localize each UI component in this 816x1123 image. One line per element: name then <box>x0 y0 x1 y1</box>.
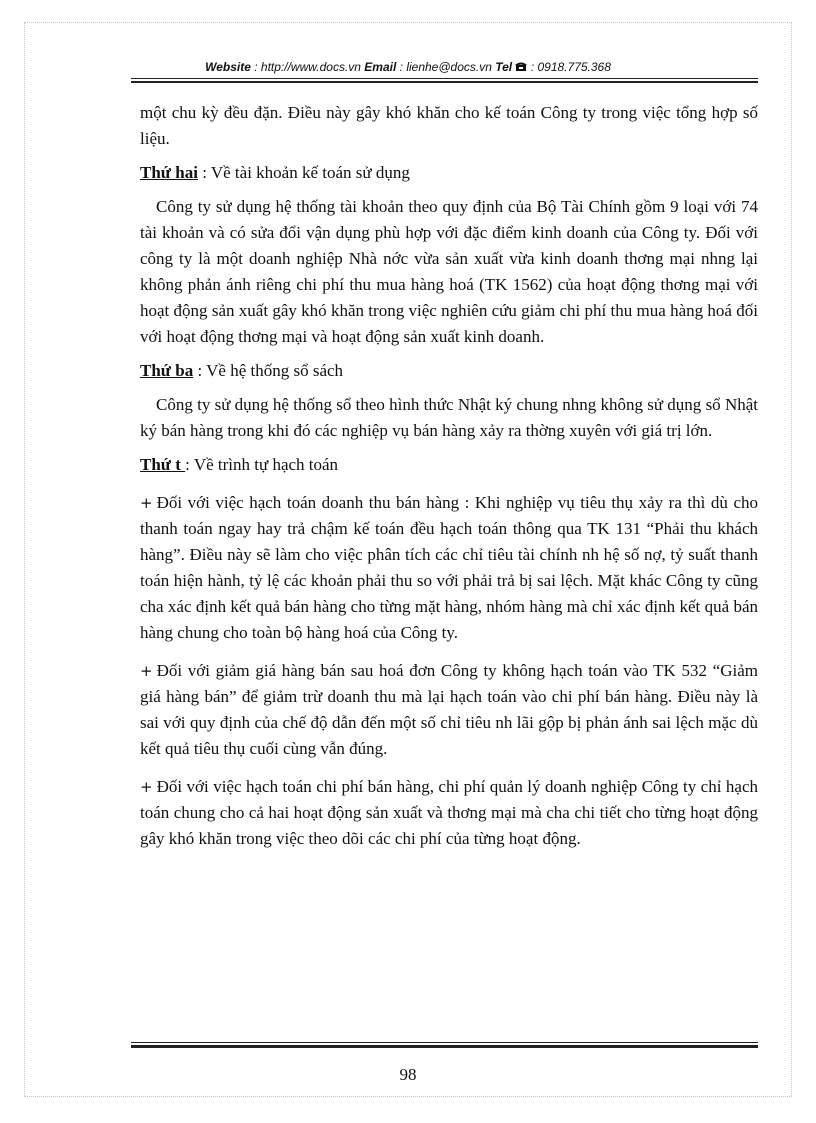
bullet-paragraph <box>140 490 758 646</box>
email-address: : lienhe@docs.vn <box>399 60 492 74</box>
plus-bullet-icon: + <box>140 494 153 512</box>
page-border <box>24 22 792 23</box>
page-border <box>24 22 25 1096</box>
intro-paragraph: một chu kỳ đều đặn. Điều này gây khó khăn cho kế toán Công ty trong việc tổng hợp số liệu. <box>140 103 758 148</box>
plus-bullet-icon: + <box>140 778 153 796</box>
footer-rule <box>131 1042 758 1043</box>
plus-bullet-icon: + <box>140 662 153 680</box>
phone-icon <box>515 61 527 72</box>
page-border <box>791 22 792 1096</box>
page-number: 98 <box>399 1065 417 1084</box>
bullet-text: Đối với việc hạch toán doanh thu bán hàng : Khi nghiệp vụ tiêu thụ xảy ra thì dù cho thanh toán ngay hay trả chậm kế toán đều hạch toán thông qua TK 131 “Phải thu khách hàng”. Điều này sẽ làm cho việc phân tích các chỉ tiêu tài chính nh hệ số nợ, tỷ suất thanh toán hiện hành, tỷ lệ các khoản phải thu so với phải trả bị sai lệch. Mặt khác Công ty cũng cha xác định kết quả bán hàng cho từng mặt hàng, nhóm hàng mà chỉ xác định kết quả bán hàng chung cho toàn bộ hàng hoá của Công ty. <box>140 493 758 642</box>
bullet-text: Đối với giảm giá hàng bán sau hoá đơn Công ty không hạch toán vào TK 532 “Giảm giá hàng bán” để giảm trừ doanh thu mà lại hạch toán vào chi phí bán hàng. Điều này là sai với quy định của chế độ dẫn đến một số chỉ tiêu nh lãi gộp bị phản ánh sai lệch mặc dù kết quả tiêu thụ cuối cùng vẫn đúng. <box>140 661 758 758</box>
section-title: : Về trình tự hạch toán <box>185 455 339 474</box>
section-heading-4 <box>140 452 758 478</box>
email-label: Email <box>364 60 397 74</box>
section-heading-2 <box>140 160 758 186</box>
bullet-paragraph <box>140 658 758 762</box>
bullet-text: Đối với việc hạch toán chi phí bán hàng, chi phí quản lý doanh nghiệp Công ty chỉ hạch toán chung cho cả hai hoạt động sản xuất và thơng mại mà cha chi tiết cho từng hoạt động gây khó khăn trong việc theo dõi các chi phí của từng hoạt động. <box>140 777 758 848</box>
section-label: Thứ ba <box>140 361 194 380</box>
section-label: Thứ hai <box>140 163 198 182</box>
tel-number: : 0918.775.368 <box>530 60 611 74</box>
section-title: : Về hệ thống sổ sách <box>193 361 344 380</box>
bullet-paragraph <box>140 774 758 852</box>
section-title: : Về tài khoản kế toán sử dụng <box>197 163 410 182</box>
document-body <box>140 100 758 852</box>
section-label: Thứ t <box>140 455 186 474</box>
footer-rule <box>131 1045 758 1048</box>
page-border <box>24 1096 792 1097</box>
tel-label: Tel <box>495 60 513 74</box>
section-paragraph-3: Công ty sử dụng hệ thống sổ theo hình thức Nhật ký chung nhng không sử dụng sổ Nhật ký bán hàng trong khi đó các nghiệp vụ bán hàng xảy ra thờng xuyên với giá trị lớn. <box>140 395 758 440</box>
header-rule <box>131 81 758 83</box>
page-header <box>0 60 816 74</box>
website-label: Website <box>205 60 251 74</box>
section-heading-3 <box>140 358 758 384</box>
website-url: : http://www.docs.vn <box>254 60 361 74</box>
header-rule <box>131 78 758 79</box>
section-paragraph-2: Công ty sử dụng hệ thống tài khoản theo quy định của Bộ Tài Chính gồm 9 loại với 74 tài khoản và có sửa đổi vận dụng phù hợp với đặc điểm kinh doanh của Công ty. Đối với công ty là một doanh nghiệp Nhà nớc vừa sản xuất vừa kinh doanh thơng mại nhng lại không phản ánh riêng chi phí thu mua hàng hoá (TK 1562) của hoạt động thơng mại với hoạt động sản xuất gây khó khăn trong việc nghiên cứu giảm chi phí thu mua hàng hoá đối với hoạt động thơng mại và hoạt động sản xuất kinh doanh. <box>140 197 758 346</box>
